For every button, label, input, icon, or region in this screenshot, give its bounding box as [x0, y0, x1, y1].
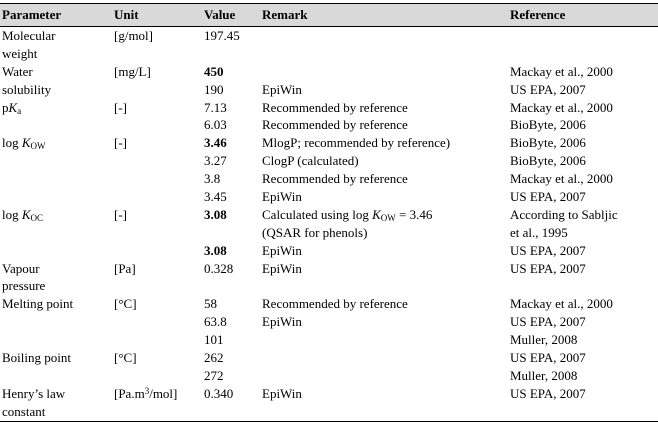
header-remark: Remark [260, 4, 508, 27]
header-reference: Reference [508, 4, 658, 27]
cell-value: 3.45 [204, 189, 227, 205]
cell-unit [112, 224, 202, 242]
unit-superscript: 3 [144, 385, 150, 396]
cell-reference [508, 277, 658, 295]
cell-reference [508, 45, 658, 63]
cell-value: 197.45 [204, 28, 240, 43]
cell-reference: US EPA, 2007 [510, 242, 586, 258]
cell-parameter: Molecular [2, 28, 56, 43]
cell-unit: [°C] [114, 350, 137, 366]
cell-remark: Recommended by reference [262, 296, 408, 312]
cell-parameter: constant [0, 403, 112, 421]
cell-remark [260, 277, 508, 295]
cell-value: 450 [204, 63, 224, 79]
cell-reference [508, 27, 658, 45]
cell-parameter [0, 313, 112, 331]
table-row [0, 206, 658, 224]
cell-value: 63.8 [204, 314, 227, 330]
cell-unit: [Pa] [114, 260, 136, 276]
cell-unit [112, 81, 202, 99]
cell-value: 6.03 [204, 117, 227, 133]
table-row [0, 63, 658, 81]
cell-parameter: pressure [2, 278, 46, 294]
cell-reference: Mackay et al., 2000 [510, 296, 613, 312]
cell-value: 7.13 [204, 99, 227, 115]
table-row [0, 45, 658, 63]
cell-reference: US EPA, 2007 [510, 260, 586, 276]
cell-reference: US EPA, 2007 [510, 385, 586, 401]
param-prefix: log [2, 206, 22, 222]
cell-parameter [0, 134, 112, 152]
cell-unit [112, 45, 202, 63]
table-row [0, 81, 658, 99]
cell-parameter [0, 224, 112, 242]
cell-parameter [0, 152, 112, 170]
table-row [0, 260, 658, 278]
remark-symbol: K [372, 206, 381, 222]
table-row [0, 224, 658, 242]
table-row [0, 170, 658, 188]
cell-reference: US EPA, 2007 [510, 189, 586, 205]
cell-remark [260, 331, 508, 349]
table-row [0, 367, 658, 385]
cell-remark: EpiWin [262, 314, 302, 330]
cell-parameter [0, 242, 112, 260]
header-value: Value [202, 4, 260, 27]
cell-parameter: Melting point [2, 296, 74, 312]
unit-prefix: [Pa.m [114, 385, 145, 401]
cell-remark [260, 349, 508, 367]
cell-unit [112, 116, 202, 134]
cell-parameter [0, 188, 112, 206]
param-symbol: K [21, 206, 31, 222]
cell-value: 3.08 [204, 206, 227, 222]
cell-reference: Muller, 2008 [510, 367, 578, 383]
cell-reference: BioByte, 2006 [510, 135, 586, 151]
cell-value [202, 224, 260, 242]
cell-value: 3.46 [204, 135, 227, 151]
remark-prefix: Calculated using log [262, 206, 373, 222]
table-row [0, 349, 658, 367]
cell-unit: [g/mol] [114, 28, 153, 43]
unit-suffix: /mol] [149, 385, 178, 401]
param-subscript: OW [30, 141, 46, 152]
cell-reference: Muller, 2008 [510, 332, 578, 348]
cell-remark: EpiWin [262, 189, 302, 205]
cell-remark [260, 403, 508, 421]
header-unit: Unit [112, 4, 202, 27]
cell-remark [260, 27, 508, 45]
table-row [0, 99, 658, 117]
cell-value: 0.328 [204, 260, 234, 276]
cell-value: 0.340 [204, 385, 234, 401]
cell-unit [112, 313, 202, 331]
cell-unit: [mg/L] [114, 63, 151, 79]
remark-subscript: OW [380, 212, 396, 223]
table-row [0, 277, 658, 295]
cell-unit [112, 170, 202, 188]
cell-remark: EpiWin [262, 385, 302, 401]
cell-parameter: Water [2, 63, 33, 79]
param-prefix: p [2, 99, 9, 115]
cell-unit [112, 403, 202, 421]
cell-remark: Recommended by reference [262, 117, 408, 133]
cell-value [202, 277, 260, 295]
cell-reference: Mackay et al., 2000 [510, 99, 613, 115]
cell-remark: Recommended by reference [262, 171, 408, 187]
param-prefix: log [2, 135, 22, 151]
table-row [0, 116, 658, 134]
cell-unit [112, 277, 202, 295]
table-row [0, 313, 658, 331]
cell-reference: Mackay et al., 2000 [510, 63, 613, 79]
cell-parameter [0, 99, 112, 117]
cell-unit [112, 331, 202, 349]
cell-reference: et al., 1995 [510, 224, 568, 240]
cell-value: 190 [204, 81, 224, 97]
cell-unit [112, 385, 202, 403]
cell-unit [112, 367, 202, 385]
cell-unit: [-] [114, 135, 127, 151]
cell-remark [260, 367, 508, 385]
cell-parameter [0, 331, 112, 349]
cell-remark: MlogP; recommended by reference) [262, 135, 451, 151]
cell-reference: US EPA, 2007 [510, 81, 586, 97]
cell-value: 272 [204, 367, 224, 383]
cell-value: 3.8 [204, 171, 221, 187]
cell-value: 262 [204, 350, 224, 366]
cell-reference: According to Sabljic [510, 206, 618, 222]
header-parameter: Parameter [0, 4, 112, 27]
cell-parameter: Vapour [2, 260, 40, 276]
cell-remark: ClogP (calculated) [262, 153, 359, 169]
cell-unit: [-] [114, 206, 127, 222]
cell-value: 3.08 [204, 242, 227, 258]
cell-unit: [°C] [114, 296, 137, 312]
cell-remark: EpiWin [262, 81, 302, 97]
cell-reference: US EPA, 2007 [510, 314, 586, 330]
cell-value [202, 403, 260, 421]
cell-parameter [0, 170, 112, 188]
cell-value: 101 [204, 332, 224, 348]
cell-value: 3.27 [204, 153, 227, 169]
table-row [0, 152, 658, 170]
cell-unit [112, 152, 202, 170]
table-row [0, 385, 658, 403]
cell-reference: US EPA, 2007 [510, 350, 586, 366]
cell-parameter: Boiling point [2, 350, 71, 366]
cell-remark: EpiWin [262, 242, 302, 258]
cell-unit [112, 242, 202, 260]
remark-suffix: = 3.46 [395, 206, 433, 222]
table-row [0, 27, 658, 45]
cell-remark: (QSAR for phenols) [262, 224, 368, 240]
table-row [0, 188, 658, 206]
properties-table [0, 3, 658, 422]
cell-remark [260, 45, 508, 63]
param-subscript: a [17, 105, 22, 116]
cell-reference: BioByte, 2006 [510, 153, 586, 169]
cell-reference [508, 403, 658, 421]
param-subscript: OC [30, 212, 44, 223]
cell-value [202, 45, 260, 63]
cell-parameter [0, 367, 112, 385]
cell-parameter: weight [2, 45, 38, 61]
cell-remark [260, 63, 508, 81]
table-row [0, 331, 658, 349]
cell-parameter [0, 116, 112, 134]
cell-parameter [0, 206, 112, 224]
table-row [0, 403, 658, 421]
cell-unit [112, 188, 202, 206]
cell-remark [260, 206, 508, 224]
cell-unit: [-] [114, 99, 127, 115]
table-row [0, 295, 658, 313]
cell-remark: Recommended by reference [262, 99, 408, 115]
table-row [0, 134, 658, 152]
cell-reference: BioByte, 2006 [510, 117, 586, 133]
cell-parameter: solubility [2, 81, 52, 97]
param-symbol: K [8, 99, 18, 115]
table-row [0, 242, 658, 260]
param-symbol: K [21, 135, 31, 151]
table-header-row [0, 4, 658, 27]
cell-remark: EpiWin [262, 260, 302, 276]
cell-value: 58 [204, 296, 217, 312]
cell-parameter: Henry’s law [2, 385, 66, 401]
cell-reference: Mackay et al., 2000 [510, 171, 613, 187]
